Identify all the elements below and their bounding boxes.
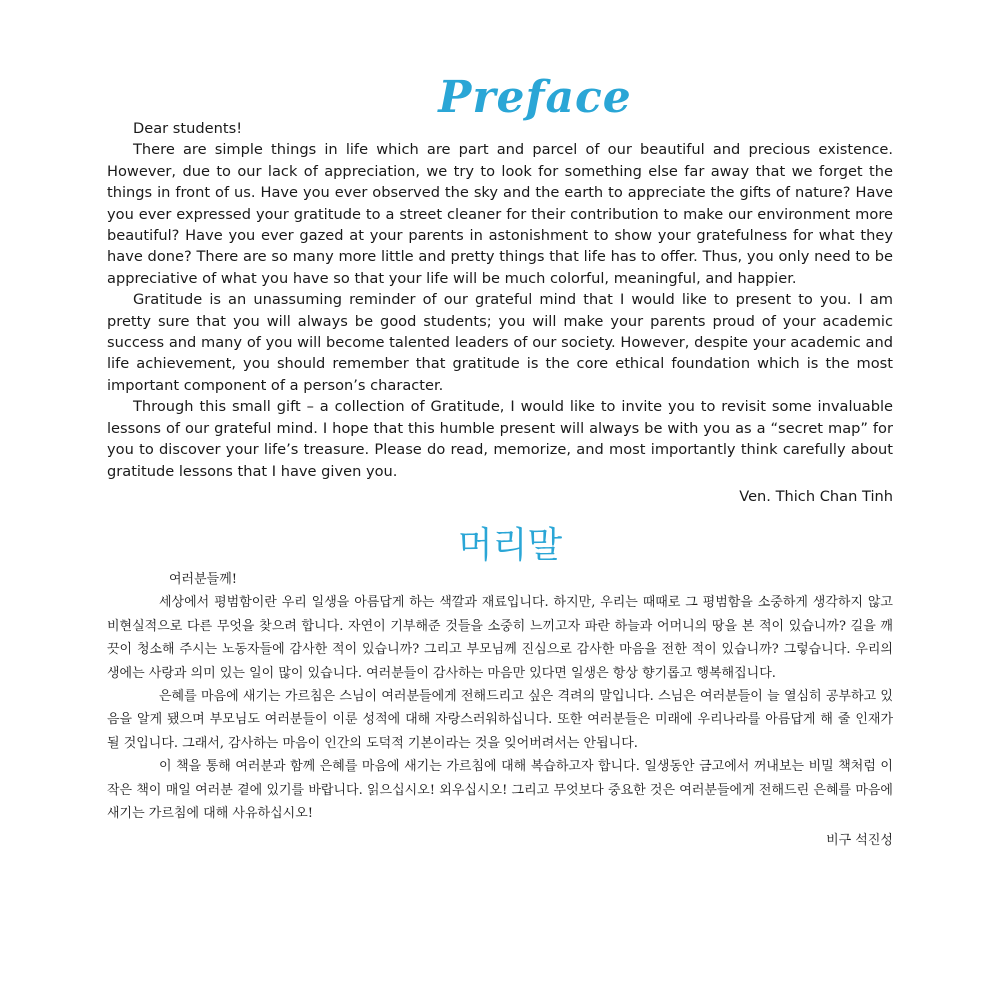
english-signature: Ven. Thich Chan Tinh: [739, 487, 893, 505]
korean-preface-title: 머리말: [457, 525, 563, 566]
english-salutation: Dear students!: [133, 120, 243, 137]
english-preface-body: [107, 118, 893, 507]
preface-title: Preface: [438, 72, 632, 123]
korean-salutation: 여러분들께!: [169, 572, 238, 587]
korean-signature: 비구 석진성: [826, 833, 893, 849]
korean-preface-body: [107, 568, 893, 853]
english-paragraph-2: Gratitude is an unassuming reminder of our grateful mind that I would like to present to you. I am pretty sure that you will always be good students; you will make your parents proud of your academic success and many of you will become talented leaders of our society. However, despite your academic and life achievement, you should remember that gratitude is the core ethical foundation which is the most important component of a person’s character.: [107, 291, 893, 394]
english-paragraph-3: Through this small gift – a collection of Gratitude, I would like to invite you to revisit some invaluable lessons of our grateful mind. I hope that this humble present will always be with you as a “secret map” for you to discover your life’s treasure. Please do read, memorize, and most importantly think carefully about gratitude lessons that I have given you.: [107, 398, 893, 480]
korean-paragraph-2: 은혜를 마음에 새기는 가르침은 스님이 여러분들에게 전해드리고 싶은 격려의 말입니다. 스님은 여러분들이 늘 열심히 공부하고 있음을 알게 됐으며 부모님도 여러분들이 이룬 성적에 대해 자랑스러워하십니다. 또한 여러분들은 미래에 우리나라를 아름답게 해 줄 인재가 될 것입니다. 그래서, 감사하는 마음이 인간의 도덕적 기본이라는 것을 잊어버려서는 안됩니다.: [107, 689, 893, 751]
english-paragraph-1: There are simple things in life which are part and parcel of our beautiful and precious existence. However, due to our lack of appreciation, we try to look for something else far away that we forget the things in front of us. Have you ever observed the sky and the earth to appreciate the gifts of nature? Have you ever expressed your gratitude to a street cleaner for their contribution to make our environment more beautiful? Have you ever gazed at your parents in astonishment to show your gratefulness for what they have done? There are so many more little and pretty things that life has to offer. Thus, you only need to be appreciative of what you have so that your life will be much colorful, meaningful, and happier.: [107, 141, 893, 287]
korean-paragraph-3: 이 책을 통해 여러분과 함께 은혜를 마음에 새기는 가르침에 대해 복습하고자 합니다. 일생동안 금고에서 꺼내보는 비밀 책처럼 이 작은 책이 매일 여러분 곁에 있기를 바랍니다. 읽으십시오! 외우십시오! 그리고 무엇보다 중요한 것은 여러분들에게 전해드린 은혜를 마음에 새기는 가르침에 대해 사유하십시오!: [107, 759, 893, 822]
korean-paragraph-1: 세상에서 평범함이란 우리 일생을 아름답게 하는 색깔과 재료입니다. 하지만, 우리는 때때로 그 평범함을 소중하게 생각하지 않고 비현실적으로 다른 무엇을 찾으려 합니다. 자연이 기부해준 것들을 소중히 느끼고자 파란 하늘과 어머니의 땅을 본 적이 있습니까? 길을 깨끗이 청소해 주시는 노동자들에 감사한 적이 있습니까? 그리고 부모님께 진심으로 감사한 마음을 전한 적이 있습니까? 그렇습니다. 우리의 생에는 사랑과 의미 있는 일이 많이 있습니다. 여러분들이 감사하는 마음만 있다면 일생은 항상 향기롭고 행복해집니다.: [107, 595, 893, 681]
